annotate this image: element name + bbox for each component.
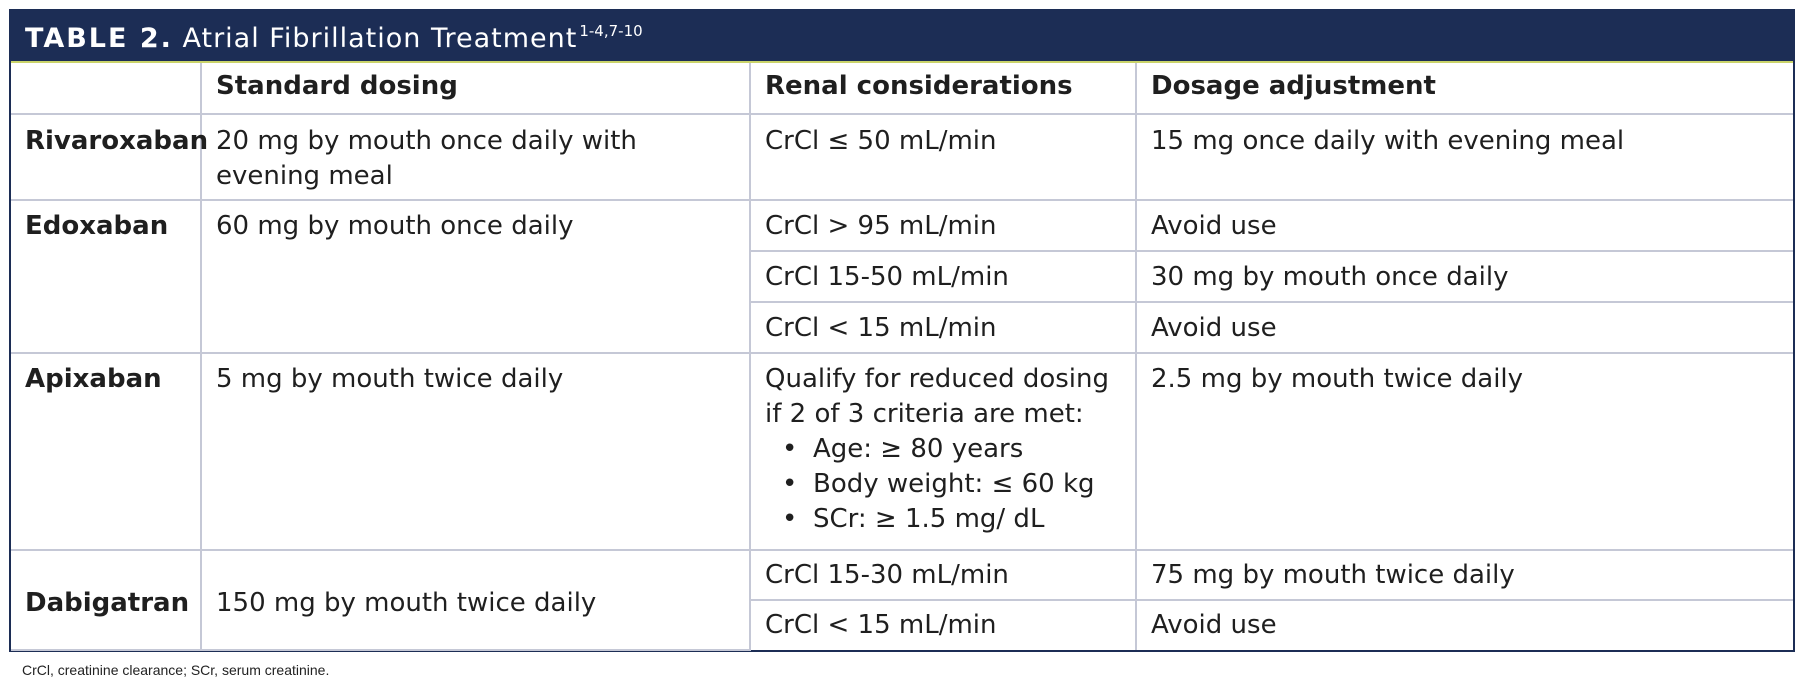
table-frame: [9, 9, 1795, 652]
header-drug: [11, 63, 201, 114]
drug-name: Rivaroxaban: [11, 114, 201, 200]
adjustment-cell: 75 mg by mouth twice daily: [1136, 550, 1793, 600]
renal-cell: CrCl > 95 mL/min: [750, 200, 1136, 251]
list-item: • Body weight: ≤ 60 kg: [765, 467, 1121, 502]
criteria-list: [765, 432, 1121, 537]
table-row-apixaban: [11, 353, 1793, 550]
standard-dosing-cell: 20 mg by mouth once daily with evening meal: [201, 114, 750, 200]
header-standard-dosing: Standard dosing: [201, 63, 750, 114]
table-row-rivaroxaban: [11, 114, 1793, 200]
adjustment-cell: Avoid use: [1136, 302, 1793, 353]
adjustment-cell: 15 mg once daily with evening meal: [1136, 114, 1793, 200]
table-title: [25, 22, 643, 54]
title-references: 1-4,7-10: [579, 22, 643, 40]
renal-cell: CrCl 15-30 mL/min: [750, 550, 1136, 600]
renal-criteria-intro: Qualify for reduced dosing if 2 of 3 criteria are met:: [765, 364, 1110, 429]
adjustment-cell: 2.5 mg by mouth twice daily: [1136, 353, 1793, 550]
table-number: TABLE 2.: [25, 23, 173, 54]
header-row: [11, 63, 1793, 114]
drug-name: Apixaban: [11, 353, 201, 550]
list-item: • SCr: ≥ 1.5 mg/ dL: [765, 502, 1121, 537]
drug-name: Edoxaban: [11, 200, 201, 353]
treatment-table: [11, 63, 1793, 651]
adjustment-cell: Avoid use: [1136, 600, 1793, 650]
adjustment-cell: Avoid use: [1136, 200, 1793, 251]
renal-cell: CrCl < 15 mL/min: [750, 600, 1136, 650]
table-footnote: CrCl, creatinine clearance; SCr, serum creatinine.: [22, 662, 330, 678]
adjustment-cell: 30 mg by mouth once daily: [1136, 251, 1793, 302]
table-title-bar: [11, 11, 1793, 63]
standard-dosing-cell: 150 mg by mouth twice daily: [201, 550, 750, 650]
renal-cell: [750, 353, 1136, 550]
renal-cell: CrCl 15-50 mL/min: [750, 251, 1136, 302]
renal-cell: CrCl ≤ 50 mL/min: [750, 114, 1136, 200]
header-renal-considerations: Renal considerations: [750, 63, 1136, 114]
drug-name: Dabigatran: [11, 550, 201, 650]
header-dosage-adjustment: Dosage adjustment: [1136, 63, 1793, 114]
list-item: • Age: ≥ 80 years: [765, 432, 1121, 467]
renal-cell: CrCl < 15 mL/min: [750, 302, 1136, 353]
standard-dosing-cell: 5 mg by mouth twice daily: [201, 353, 750, 550]
table-title-text: Atrial Fibrillation Treatment: [182, 23, 578, 54]
standard-dosing-cell: 60 mg by mouth once daily: [201, 200, 750, 353]
table-row-edoxaban: [11, 200, 1793, 251]
table-row-dabigatran: [11, 550, 1793, 600]
